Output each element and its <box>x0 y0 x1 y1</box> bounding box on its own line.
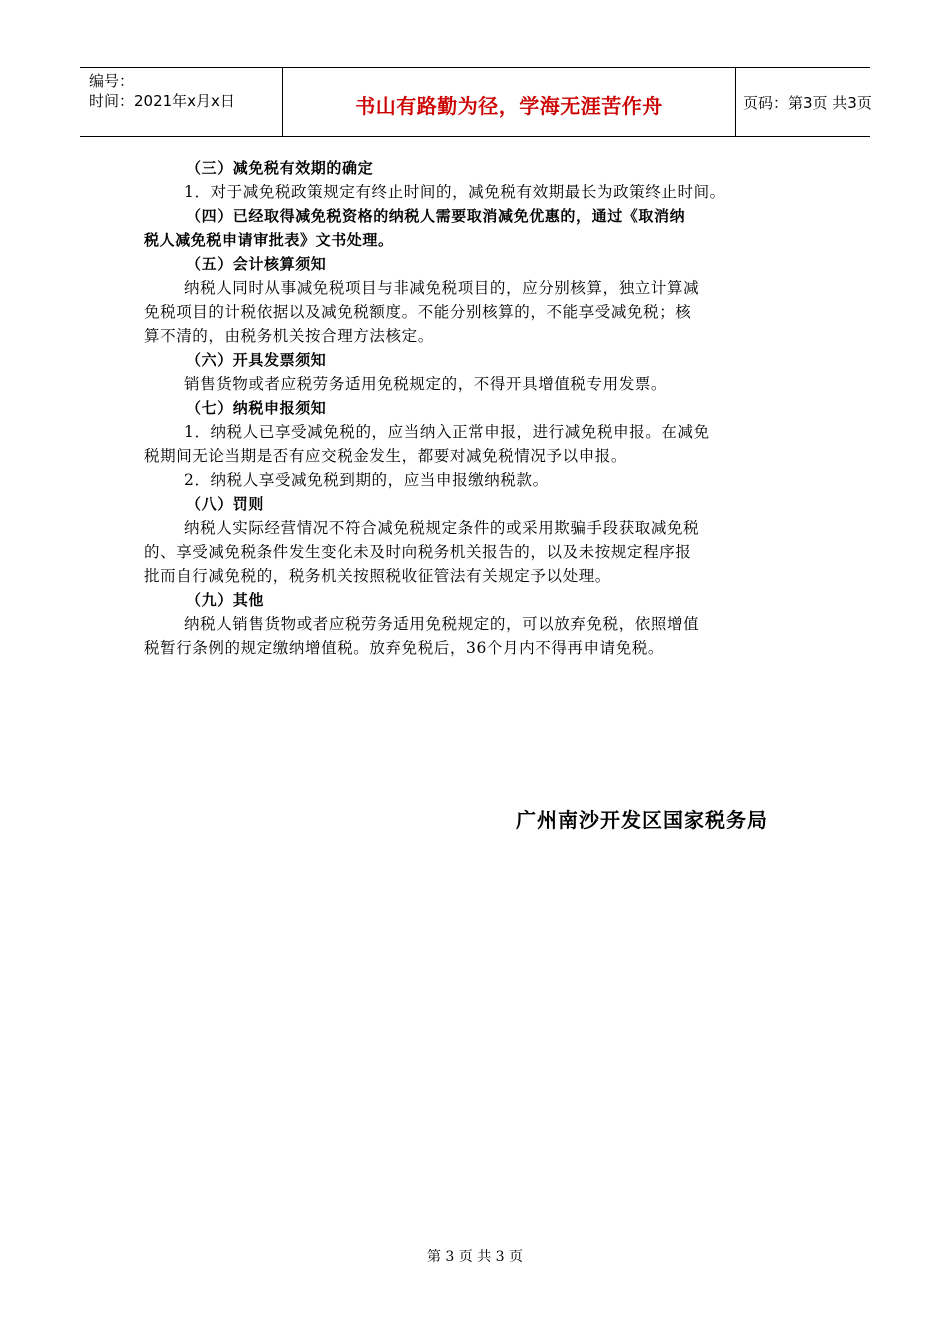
header-motto-cell <box>282 68 736 136</box>
paragraph-line: 纳税人同时从事减免税项目与非减免税项目的，应分别核算，独立计算减 <box>184 279 700 297</box>
section-heading: （八）罚则 <box>186 495 265 513</box>
paragraph-line: 纳税人实际经营情况不符合减免税规定条件的或采用欺骗手段获取减免税 <box>184 519 700 537</box>
document-body <box>144 156 808 660</box>
paragraph-line: 2．纳税人享受减免税到期的，应当申报缴纳税款。 <box>184 471 549 489</box>
paragraph-line: 算不清的，由税务机关按合理方法核定。 <box>144 327 434 345</box>
paragraph-line: 税暂行条例的规定缴纳增值税。放弃免税后，36个月内不得再申请免税。 <box>144 639 665 657</box>
time-label: 时间：2021年x月x日 <box>89 92 235 110</box>
paragraph-line: 免税项目的计税依据以及减免税额度。不能分别核算的，不能享受减免税；核 <box>144 303 692 321</box>
section-heading: （六）开具发票须知 <box>186 351 327 369</box>
number-label: 编号： <box>89 72 135 90</box>
section-heading: （四）已经取得减免税资格的纳税人需要取消减免优惠的，通过《取消纳 <box>186 207 686 225</box>
paragraph-line: 1．纳税人已享受减免税的，应当纳入正常申报，进行减免税申报。在减免 <box>184 423 710 441</box>
section-heading: （九）其他 <box>186 591 265 609</box>
paragraph-line: 销售货物或者应税劳务适用免税规定的，不得开具增值税专用发票。 <box>184 375 668 393</box>
section-heading: （五）会计核算须知 <box>186 255 327 273</box>
paragraph-line: 批而自行减免税的，税务机关按照税收征管法有关规定予以处理。 <box>144 567 611 585</box>
section-heading: （三）减免税有效期的确定 <box>186 159 374 177</box>
document-header <box>80 67 870 137</box>
paragraph-line: 税期间无论当期是否有应交税金发生，都要对减免税情况予以申报。 <box>144 447 628 465</box>
header-page-cell <box>735 68 870 136</box>
page-info: 页码：第3页 共3页 <box>743 94 872 112</box>
signature: 广州南沙开发区国家税务局 <box>516 808 768 832</box>
page-footer: 第 3 页 共 3 页 <box>426 1249 524 1265</box>
paragraph-line: 的、享受减免税条件发生变化未及时向税务机关报告的，以及未按规定程序报 <box>144 543 692 561</box>
section-heading: （七）纳税申报须知 <box>186 399 327 417</box>
motto: 书山有路勤为径，学海无涯苦作舟 <box>355 94 663 118</box>
paragraph-line: 1．对于减免税政策规定有终止时间的，减免税有效期最长为政策终止时间。 <box>184 183 726 201</box>
paragraph-line: 税人减免税申请审批表》文书处理。 <box>144 231 394 249</box>
paragraph-line: 纳税人销售货物或者应税劳务适用免税规定的，可以放弃免税，依照增值 <box>184 615 700 633</box>
header-meta-cell <box>80 68 282 136</box>
